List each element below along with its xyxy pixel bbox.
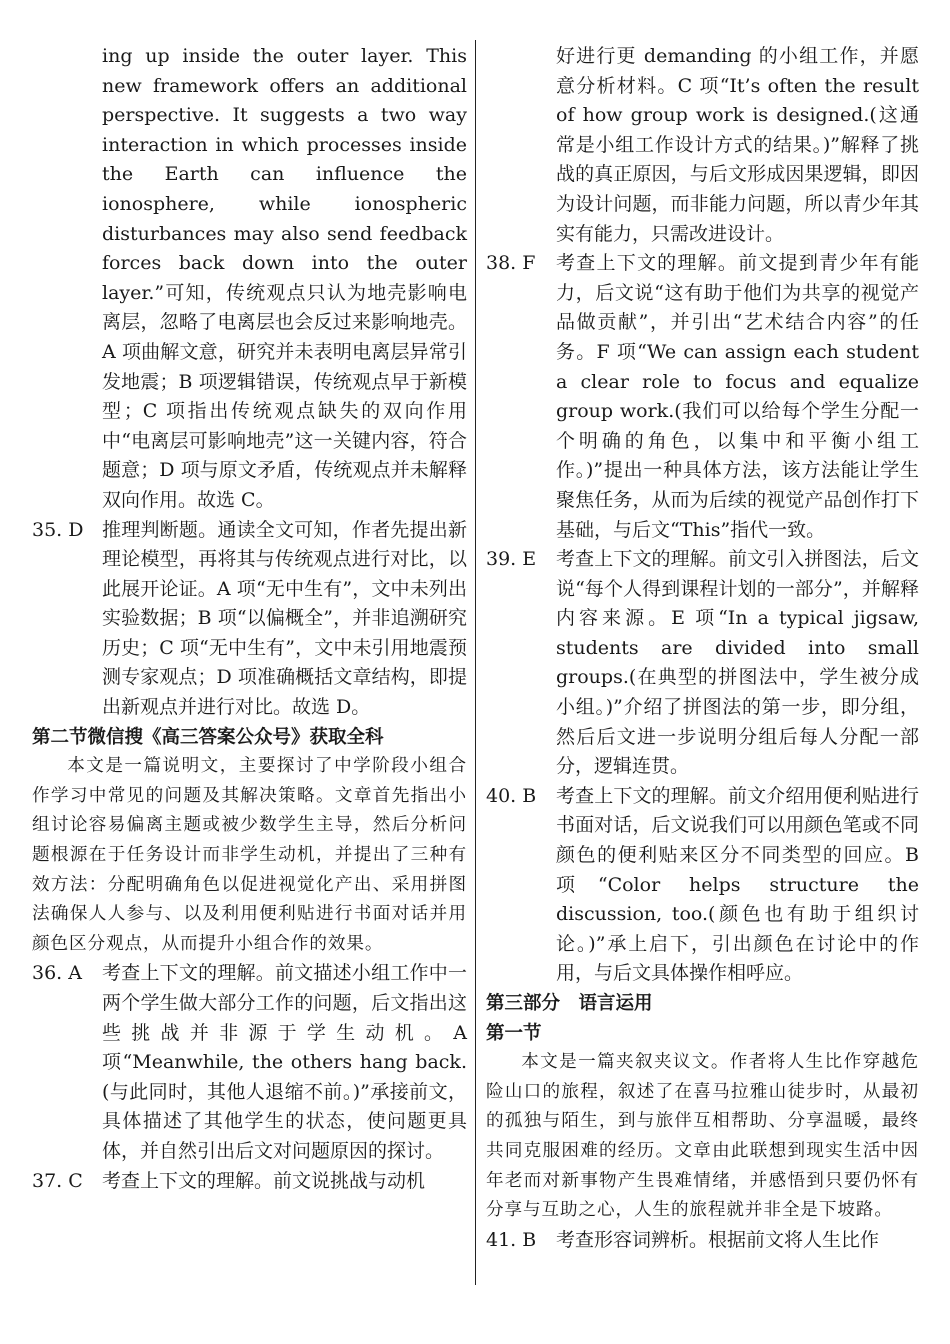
answer-continuation-37: 好进行更 demanding 的小组工作，并愿意分析材料。C 项“It’s often the result of how group work is designed.(这通常是小组工作设计方式的结果。)”解释了挑战的真正原因，与后文形成因果逻辑，即因为设计问题，而非能力问题，所以青少年其实有能力，只需改进设计。 (556, 45, 919, 245)
answer-explanation: 考查形容词辨析。根据前文将人生比作 (556, 1228, 880, 1251)
answer-number: 37. C (32, 1169, 83, 1192)
answer-explanation: 考查上下文的理解。前文描述小组工作中一两个学生做大部分工作的问题，后文指出这些挑战并非源于学生动机。A 项“Meanwhile, the others hang back.(与此同时，其他人退缩不前。)”承接前文，具体描述了其他学生的状态，使问题更具体，并自然引出后文对问题原因的探讨。 (102, 962, 467, 1162)
answer-explanation: 推理判断题。通读全文可知，作者先提出新理论模型，再将其与传统观点进行对比，以此展开论证。A 项“无中生有”，文中未列出实验数据；B 项“以偏概全”，并非追溯研究历史；C 项“无中生有”，文中未引用地震预测专家观点；D 项准确概括文章结构，即提出新观点并进行对比。故选 D。 (102, 518, 467, 719)
answer-number: 40. B (486, 784, 537, 807)
part-title: 第三部分 语言运用 (486, 993, 653, 1014)
section-title: 第二节微信搜《高三答案公众号》获取全科 (32, 726, 384, 748)
answer-item-36 (32, 959, 467, 1166)
answer-number: 36. A (32, 962, 82, 985)
answer-item-38 (486, 249, 919, 545)
right-column (486, 42, 919, 1255)
answer-item-41 (486, 1226, 919, 1256)
answer-number: 39. E (486, 548, 537, 571)
passage-summary: 本文是一篇说明文，主要探讨了中学阶段小组合作学习中常见的问题及其解决策略。文章首先指出小组讨论容易偏离主题或被少数学生主导，然后分析问题根源在于任务设计而非学生动机，并提出了三种有效方法：分配明确角色以促进视觉化产出、采用拼图法确保人人参与、以及利用便利贴进行书面对话并用颜色区分观点，从而提升小组合作的效果。 (32, 756, 467, 954)
answer-explanation: 考查上下文的理解。前文介绍用便利贴进行书面对话，后文说我们可以用颜色笔或不同颜色的便利贴来区分不同类型的回应。B 项“Color helps structure the discussion, too.(颜色也有助于组织讨论。)”承上启下，引出颜色在讨论中的作用，与后文具体操作相呼应。 (556, 784, 919, 985)
left-column (32, 42, 467, 1196)
answer-explanation: 考查上下文的理解。前文提到青少年有能力，后文说“这有助于他们为共享的视觉产品做贡献”，并引出“艺术结合内容”的任务。F 项“We can assign each student a clear role to focus and equalize group work.(我们可以给每个学生分配一个明确的角色，以集中和平衡小组工作。)”提出一种具体方法，该方法能让学生聚焦任务，从而为后续的视觉产品创作打下基础，与后文“This”指代一致。 (556, 252, 919, 541)
answer-item-40 (486, 782, 919, 989)
passage-summary: 本文是一篇夹叙夹议文。作者将人生比作穿越危险山口的旅程，叙述了在喜马拉雅山徒步时，从最初的孤独与陌生，到与旅伴互相帮助、分享温暖，最终共同克服困难的经历。文章由此联想到现实生活中因年老而对新事物产生畏难情绪，并感悟到只要仍怀有分享与互助之心，人生的旅程就并非全是下坡路。 (486, 1052, 919, 1221)
answer-explanation: 考查上下文的理解。前文引入拼图法，后文说“每个人得到课程计划的一部分”，并解释内容来源。E 项“In a typical jigsaw, students are divided into small groups.(在典型的拼图法中，学生被分成小组。)”介绍了拼图法的第一步，即分组，然后后文进一步说明分组后每人分配一部分，逻辑连贯。 (556, 548, 919, 778)
answer-number: 38. F (486, 252, 536, 275)
answer-item-39 (486, 545, 919, 782)
answer-explanation: 考查上下文的理解。前文说挑战与动机 (102, 1169, 426, 1192)
answer-number: 41. B (486, 1228, 537, 1251)
answer-continuation-34: ing up inside the outer layer. This new framework offers an additional perspective. It suggests a two way interaction in which processes inside the Earth can influence the ionosphere, while ionospheric disturbances may also send feedback forces back down into the outer layer.”可知，传统观点只认为地壳影响电离层，忽略了电离层也会反过来影响地壳。A 项曲解文意，研究并未表明电离层异常引发地震；B 项逻辑错误，传统观点早于新模型；C 项指出传统观点缺失的双向作用中“电离层可影响地壳”这一关键内容，符合题意；D 项与原文矛盾，传统观点并未解释双向作用。故选 C。 (102, 45, 467, 511)
answer-number: 35. D (32, 518, 84, 541)
column-divider (475, 40, 476, 1285)
section-title: 第一节 (486, 1022, 542, 1044)
answer-item-35 (32, 516, 467, 723)
answer-item-37 (32, 1167, 467, 1197)
